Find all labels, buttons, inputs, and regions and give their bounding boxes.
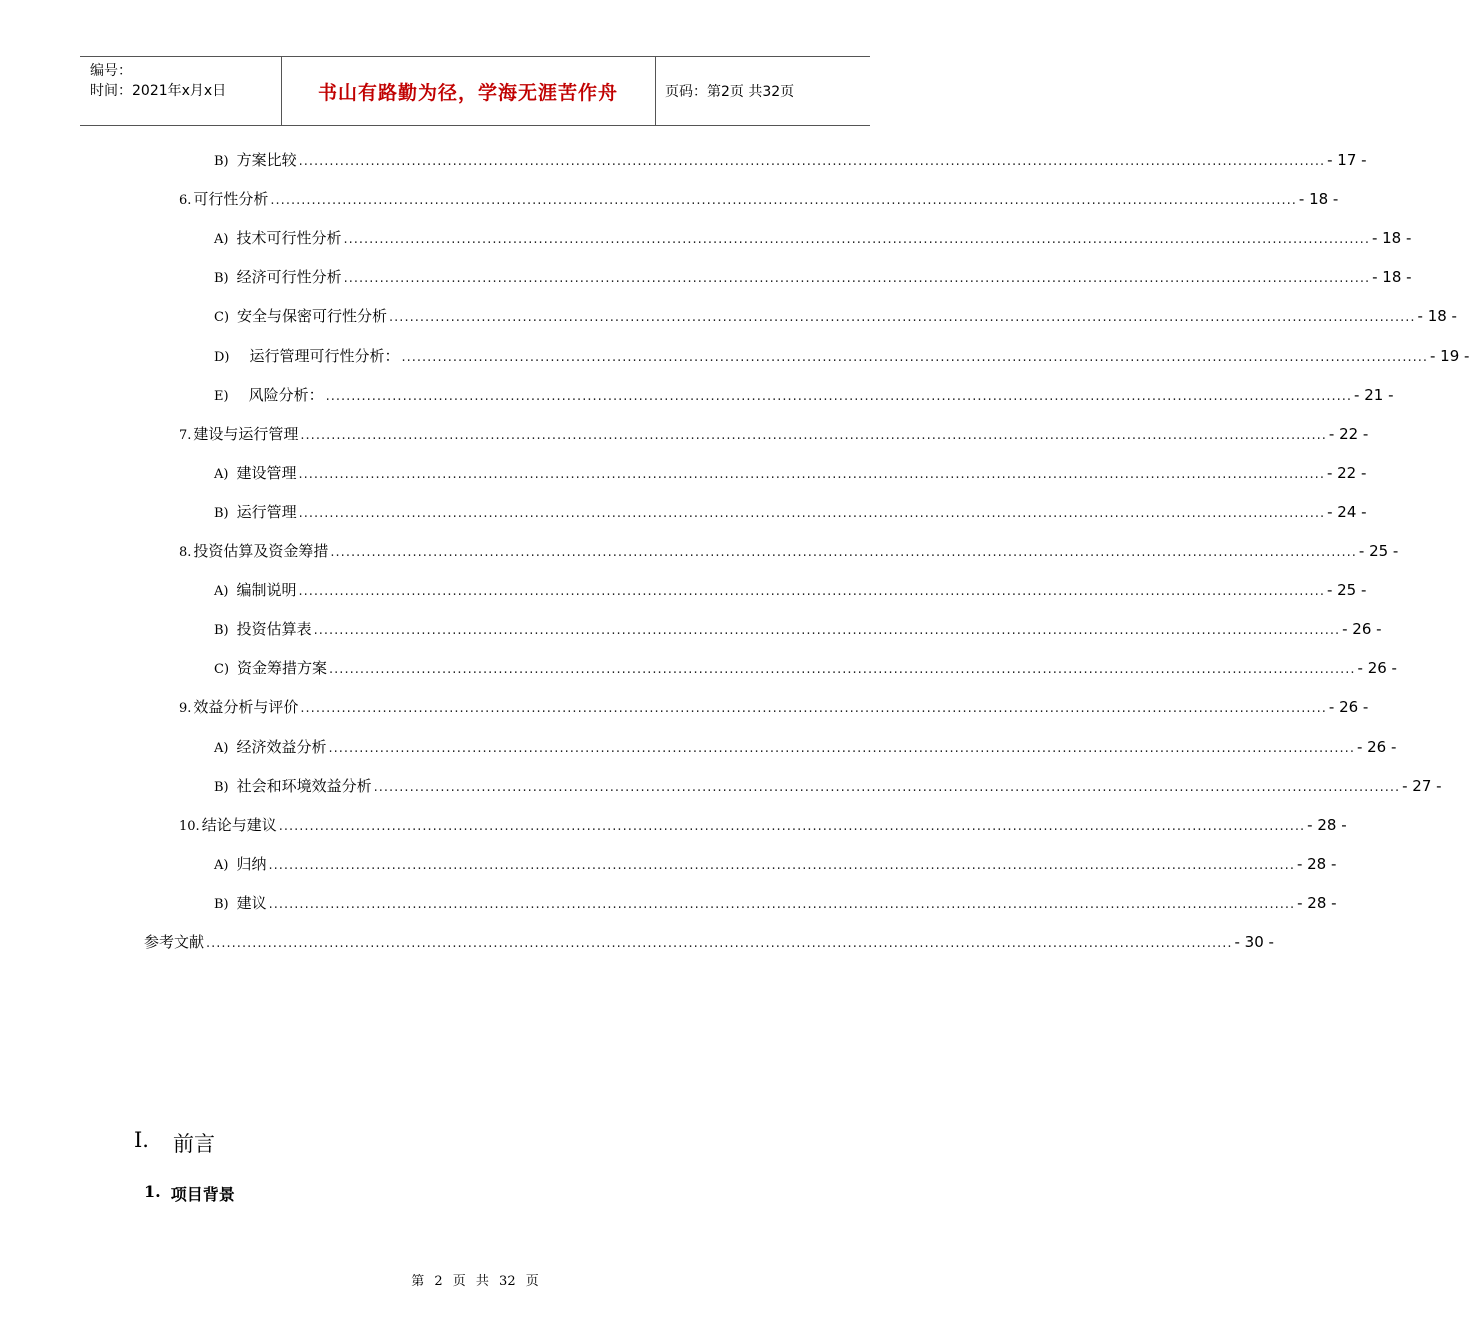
header-page-info: 页码：第2页 共32页: [665, 84, 795, 100]
toc-entry-page: - 22 -: [1328, 424, 1369, 443]
toc-dot-leader: ........................................................................................................................................................................................................: [343, 232, 1370, 248]
toc-entry[interactable]: [214, 617, 1382, 641]
toc-entry-title: [214, 656, 327, 682]
toc-entry-title: [214, 344, 400, 370]
toc-entry-label: 建设与运行管理: [193, 424, 299, 443]
toc-entry[interactable]: [214, 500, 1367, 524]
toc-entry-title: [179, 422, 298, 448]
toc-dot-leader: ........................................................................................................................................................................................................: [300, 701, 1327, 717]
toc-entry-number: 8.: [179, 545, 192, 560]
toc-entry-page: - 28 -: [1307, 815, 1347, 834]
toc-entry-number: A): [214, 232, 229, 248]
toc-entry-number: 9.: [179, 701, 192, 717]
toc-entry-page: - 26 -: [1328, 698, 1369, 717]
toc-entry-page: - 22 -: [1326, 463, 1367, 482]
page-header: [80, 56, 870, 126]
toc-entry-label: 方案比较: [236, 151, 297, 169]
toc-entry[interactable]: [214, 735, 1397, 759]
toc-entry[interactable]: [144, 930, 1274, 954]
toc-entry-number: B): [214, 779, 229, 795]
toc-dot-leader: ........................................................................................................................................................................................................: [389, 310, 1416, 326]
toc-entry[interactable]: [179, 813, 1347, 837]
toc-entry-title: [214, 148, 297, 174]
toc-dot-leader: ........................................................................................................................................................................................................: [373, 779, 1401, 795]
toc-entry[interactable]: [179, 187, 1339, 211]
toc-entry-page: - 26 -: [1356, 737, 1397, 756]
toc-entry-title: [214, 735, 326, 761]
toc-entry-label: 投资估算表: [236, 620, 312, 639]
header-number-label: 编号：: [90, 63, 132, 79]
toc-entry-page: - 18 -: [1417, 307, 1457, 326]
toc-entry-label: 技术可行性分析: [236, 229, 342, 248]
toc-dot-leader: ........................................................................................................................................................................................................: [300, 427, 1327, 443]
toc-entry-number: 7.: [179, 427, 192, 443]
toc-entry-label: 可行性分析: [193, 190, 269, 209]
toc-entry-number: A): [214, 857, 229, 873]
toc-entry-title: [214, 304, 387, 330]
toc-dot-leader: ........................................................................................................................................................................................................: [328, 740, 1355, 756]
toc-entry-number: A): [214, 740, 229, 756]
toc-entry-page: - 25 -: [1358, 542, 1399, 560]
toc-dot-leader: ........................................................................................................................................................................................................: [298, 466, 1325, 482]
toc-dot-leader: ........................................................................................................................................................................................................: [298, 584, 1325, 600]
toc-entry-page: - 18 -: [1372, 268, 1412, 287]
toc-entry[interactable]: [214, 578, 1367, 602]
toc-dot-leader: ........................................................................................................................................................................................................: [329, 662, 1356, 678]
toc-entry-page: - 24 -: [1327, 502, 1367, 521]
toc-entry-label: 安全与保密可行性分析: [237, 307, 388, 326]
toc-entry-page: - 18 -: [1371, 229, 1412, 248]
section-number: I.: [134, 1128, 149, 1152]
toc-entry-page: - 21 -: [1354, 385, 1394, 404]
toc-entry-number: 10.: [179, 818, 200, 834]
toc-entry-page: - 19 -: [1429, 346, 1469, 365]
toc-dot-leader: ........................................................................................................................................................................................................: [313, 623, 1341, 639]
toc-entry[interactable]: [214, 304, 1457, 328]
toc-entry-label: 建议: [236, 893, 267, 912]
section-heading: [134, 1128, 215, 1158]
toc-entry-label: 运行管理: [236, 502, 297, 521]
toc-entry-number: B): [214, 154, 229, 169]
toc-entry[interactable]: [179, 539, 1399, 563]
header-motto: 书山有路勤为径，学海无涯苦作舟: [317, 81, 618, 104]
toc-entry-title: [214, 578, 296, 604]
toc-entry-title: [214, 383, 324, 409]
toc-entry-title: [144, 930, 204, 954]
page-footer: 第 2 页 共 32 页: [411, 1274, 539, 1289]
toc-entry-page: - 27 -: [1402, 776, 1442, 795]
toc-entry-number: C): [214, 662, 230, 678]
toc-entry[interactable]: [214, 148, 1367, 172]
toc-entry-title: [214, 774, 372, 800]
toc-entry-page: - 18 -: [1298, 190, 1339, 209]
header-meta: [90, 61, 226, 101]
toc-entry-title: [214, 852, 266, 878]
toc-entry-label: 建设管理: [236, 463, 297, 482]
subsection-heading: [144, 1182, 235, 1205]
section-title: 前言: [172, 1132, 215, 1156]
subsection-title: 项目背景: [170, 1185, 235, 1204]
toc-entry-title: [214, 265, 342, 291]
toc-entry-label: 经济效益分析: [236, 737, 327, 756]
toc-entry[interactable]: [214, 852, 1337, 876]
toc-entry-label: 参考文献: [144, 933, 205, 951]
toc-entry-title: [214, 891, 267, 917]
toc-entry-title: [214, 500, 297, 526]
header-time-label: 时间：2021年x月x日: [90, 83, 227, 99]
toc-entry-page: - 25 -: [1326, 581, 1367, 600]
toc-entry-page: - 26 -: [1342, 620, 1382, 639]
toc-entry-label: 投资估算及资金筹措: [193, 542, 329, 560]
toc-dot-leader: ........................................................................................................................................................................................................: [278, 818, 1306, 834]
toc-entry-number: A): [214, 584, 229, 600]
toc-dot-leader: ........................................................................................................................................................................................................: [298, 505, 1326, 521]
toc-entry[interactable]: [214, 774, 1442, 798]
toc-dot-leader: ........................................................................................................................................................................................................: [330, 545, 1357, 560]
toc-entry-number: D): [214, 349, 230, 365]
toc-entry[interactable]: [214, 383, 1394, 407]
toc-dot-leader: ........................................................................................................................................................................................................: [206, 936, 1233, 951]
toc-entry[interactable]: [214, 656, 1397, 680]
toc-entry-label: 风险分析：: [248, 385, 324, 404]
toc-entry-page: - 26 -: [1357, 659, 1397, 678]
toc-dot-leader: ........................................................................................................................................................................................................: [343, 271, 1371, 287]
toc-entry[interactable]: [214, 344, 1469, 368]
toc-entry-label: 运行管理可行性分析：: [249, 346, 400, 365]
toc-entry-number: B): [214, 271, 229, 287]
toc-entry-label: 编制说明: [236, 581, 297, 600]
toc-entry-title: [179, 695, 298, 721]
toc-entry-number: A): [214, 466, 229, 482]
toc-entry-label: 效益分析与评价: [193, 698, 299, 717]
toc-entry-title: [179, 539, 328, 565]
toc-entry[interactable]: [179, 695, 1369, 719]
toc-entry-label: 结论与建议: [201, 815, 277, 834]
toc-entry-label: 社会和环境效益分析: [236, 776, 372, 795]
toc-dot-leader: ........................................................................................................................................................................................................: [325, 388, 1353, 404]
toc-entry[interactable]: [214, 265, 1412, 289]
toc-entry-label: 经济可行性分析: [236, 268, 342, 287]
toc-entry-number: E): [214, 388, 229, 404]
toc-entry[interactable]: [214, 891, 1337, 915]
toc-entry-page: - 17 -: [1327, 151, 1367, 169]
toc-entry-title: [179, 813, 277, 839]
toc-entry-number: B): [214, 623, 229, 639]
subsection-number: 1.: [144, 1182, 161, 1201]
toc-entry-title: [214, 617, 312, 643]
toc-entry[interactable]: [179, 422, 1369, 446]
toc-entry-title: [214, 461, 296, 487]
toc-dot-leader: ........................................................................................................................................................................................................: [268, 896, 1296, 912]
toc-entry-page: - 28 -: [1296, 854, 1337, 873]
toc-dot-leader: ........................................................................................................................................................................................................: [268, 857, 1295, 873]
toc-dot-leader: ........................................................................................................................................................................................................: [298, 154, 1326, 169]
toc-entry-number: 6.: [179, 193, 192, 209]
toc-entry[interactable]: [214, 461, 1367, 485]
toc-entry-number: C): [214, 310, 230, 326]
toc-entry-page: - 30 -: [1234, 933, 1274, 951]
toc-entry-page: - 28 -: [1297, 893, 1337, 912]
toc-entry-title: [214, 226, 341, 252]
toc-entry-number: B): [214, 505, 229, 521]
toc-dot-leader: ........................................................................................................................................................................................................: [270, 193, 1297, 209]
toc-entry-label: 资金筹措方案: [237, 659, 328, 678]
toc-entry-number: B): [214, 896, 229, 912]
toc-entry[interactable]: [214, 226, 1412, 250]
toc-entry-title: [179, 187, 268, 213]
toc-entry-label: 归纳: [236, 854, 267, 873]
toc-dot-leader: ........................................................................................................................................................................................................: [401, 349, 1428, 365]
